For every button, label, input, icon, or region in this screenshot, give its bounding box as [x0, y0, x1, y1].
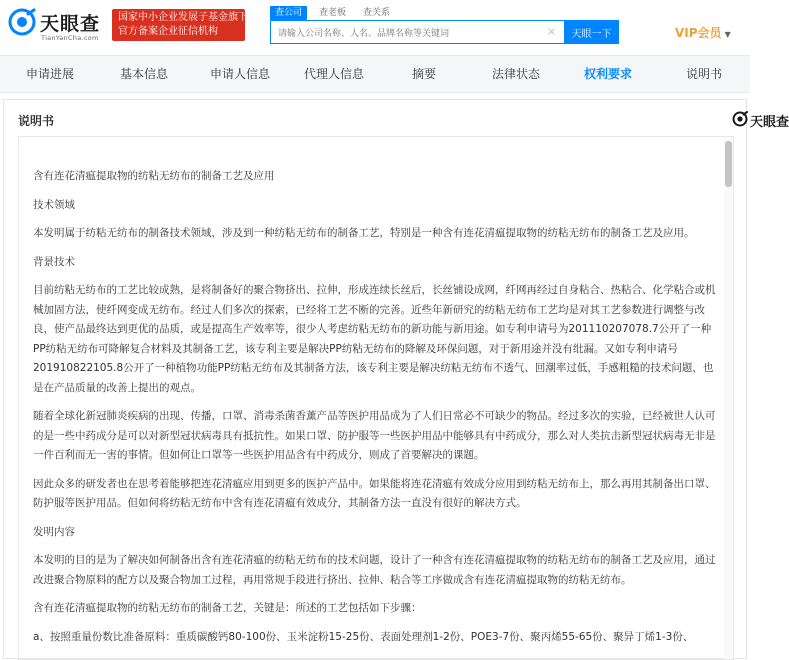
tab-claims[interactable]: 权利要求	[583, 67, 632, 81]
search-tab-boss[interactable]: 查老板	[319, 8, 347, 18]
tab-applicant-info[interactable]: 申请人信息	[209, 67, 270, 81]
clear-icon[interactable]: ×	[546, 25, 556, 38]
tab-basic-info[interactable]: 基本信息	[119, 67, 168, 81]
tianyancha-logo-icon	[732, 111, 748, 127]
search-input[interactable]	[271, 23, 541, 45]
patent-tab-bar	[0, 55, 750, 93]
logo-subtext: TianYanCha.com	[41, 34, 99, 42]
tab-application-progress[interactable]: 申请进展	[25, 67, 74, 81]
tab-specification[interactable]: 说明书	[685, 67, 722, 81]
slogan-line-2: 官方备案企业征信机构	[118, 26, 218, 37]
doc-paragraph: 含有连花清瘟提取物的纺粘无纺布的制备工艺，关键是：所述的工艺包括如下步骤：	[33, 602, 422, 614]
doc-paragraph: 目前纺粘无纺布的工艺比较成熟，是将制备好的聚合物挤出、拉伸，形成连续长丝后，长丝铺设成网，纤网再经过自身粘合、热粘合、化学粘合或机械加固方法，使纤网变成无纺布。经过人们多次的探索，已经将工艺不断的完善。近些年新研究的纺粘无纺布工艺均是对其工艺参数进行调整与改良，使产品最终达到更优的品质，或是提高生产效率等，很少人考虑纺粘无纺布的新功能与新用途。如专利申请号为201110207078.7公开了一种PP纺粘无纺布可降解复合材料及其制备工艺，该专利主要是解决PP纺粘无纺布的降解及环保问题，对于新用途并没有纰漏。又如专利申请号201910822105.8公开了一种植物功能PP纺粘无纺布及其制备方法，该专利主要是解决纺粘无纺布不透气、回潮率过低，手感粗糙的技术问题，也是在产品质量的改善上提出的观点。	[33, 284, 716, 394]
section-heading: 发明内容	[33, 525, 75, 538]
search-tab-relation[interactable]: 查关系	[363, 8, 391, 18]
doc-paragraph: 因此众多的研发者也在思考着能够把连花清瘟应用到更多的医护产品中。如果能将连花清瘟有效成分应用到纺粘无纺布上，那么再用其制备出口罩、防护服等医护用品。但如何将纺粘无纺布中含有连花清瘟有效成分，其制备方法一直没有很好的解决方式。	[33, 477, 716, 509]
logo-text: 天眼查	[40, 13, 101, 35]
specification-panel	[3, 99, 789, 659]
tianyancha-logo-icon	[8, 8, 36, 36]
doc-paragraph: a、按照重量份数比准备原料：重质碳酸钙80-100份、玉米淀粉15-25份、表面处理剂1-2份、POE3-7份、聚丙烯55-65份、聚异丁烯1-3份、	[33, 630, 694, 643]
search-button[interactable]: 天眼一下	[564, 20, 619, 44]
section-heading: 技术领域	[33, 198, 75, 211]
doc-title: 含有连花清瘟提取物的纺粘无纺布的制备工艺及应用	[33, 170, 275, 182]
top-header	[0, 0, 750, 55]
search-tab-company[interactable]: 查公司	[270, 6, 307, 20]
tab-agent-info[interactable]: 代理人信息	[303, 67, 364, 81]
vip-label: VIP会员	[675, 26, 722, 40]
doc-paragraph: 本发明属于纺粘无纺布的制备技术领域，涉及到一种纺粘无纺布的制备工艺，特别是一种含有连花清瘟提取物的纺粘无纺布的制备工艺及应用。	[33, 227, 695, 239]
slogan-badge	[112, 9, 248, 41]
doc-paragraph: 本发明的目的是为了解决如何制备出含有连花清瘟的纺粘无纺布的技术问题，设计了一种含有连花清瘟提取物的纺粘无纺布的制备工艺及应用，通过改进聚合物原料的配方以及聚合物加工过程，再用常规手段进行挤出、拉伸、粘合等工序做成含有连花清瘟提取物的纺粘无纺布。	[33, 554, 716, 586]
scrollbar-thumb[interactable]	[725, 141, 732, 187]
slogan-line-1: 国家中小企业发展子基金旗下	[118, 12, 248, 23]
document-body	[33, 167, 721, 656]
tab-abstract[interactable]: 摘要	[411, 67, 436, 81]
section-heading: 背景技术	[33, 255, 75, 268]
chevron-down-icon: ▼	[724, 30, 731, 39]
search-box	[270, 20, 564, 44]
brand-text: 天眼查	[750, 115, 789, 130]
doc-paragraph: 随着全球化新冠肺炎疾病的出现、传播，口罩、消毒杀菌香薰产品等医护用品成为了人们日常必不可缺少的物品。经过多次的实验，已经被世人认可的是一些中药成分是可以对新型冠状病毒具有抵抗性。如果口罩、防护服等一些医护用品中能够具有中药成分，那么对人类抗击新型冠状病毒无非是一件百利而无一害的事情。但如何让口罩等一些医护用品含有中药成分，则成了首要解决的课题。	[33, 410, 716, 461]
panel-title: 说明书	[18, 114, 55, 128]
vip-menu[interactable]	[675, 24, 731, 41]
scrollbar-track[interactable]	[724, 137, 733, 659]
site-logo[interactable]	[8, 8, 108, 44]
specification-document[interactable]	[18, 136, 734, 660]
tab-legal-status[interactable]: 法律状态	[491, 67, 540, 81]
